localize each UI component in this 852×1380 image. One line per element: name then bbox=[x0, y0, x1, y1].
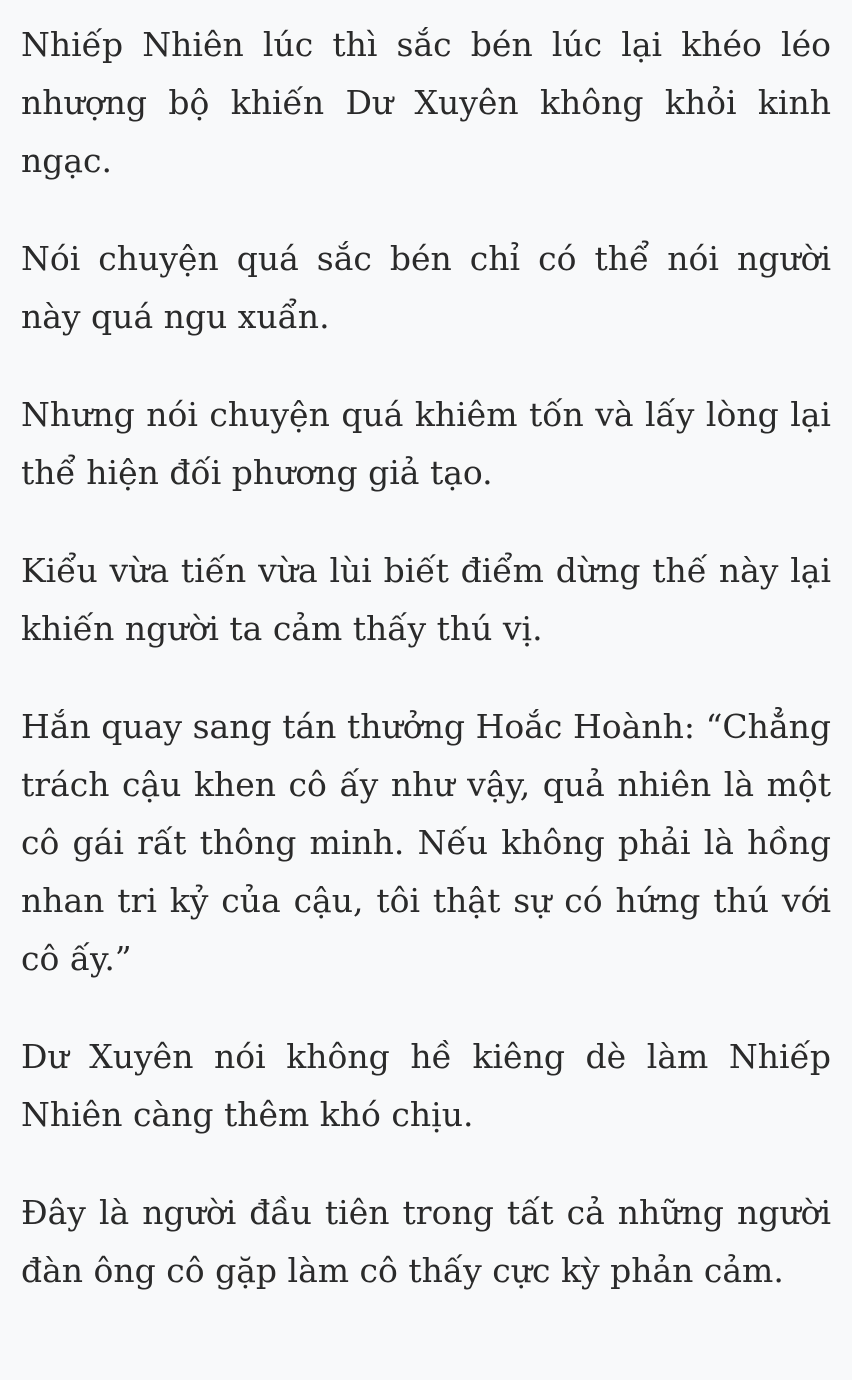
paragraph: Đây là người đầu tiên trong tất cả những người đàn ông cô gặp làm cô thấy cực kỳ phản cảm. bbox=[21, 1193, 831, 1290]
paragraph: Nhiếp Nhiên lúc thì sắc bén lúc lại khéo léo nhượng bộ khiến Dư Xuyên không khỏi kinh ngạc. bbox=[21, 25, 831, 180]
paragraph: Hắn quay sang tán thưởng Hoắc Hoành: “Chẳng trách cậu khen cô ấy như vậy, quả nhiên là một cô gái rất thông minh. Nếu không phải là hồng nhan tri kỷ của cậu, tôi thật sự có hứng thú với cô ấy.” bbox=[21, 707, 831, 978]
paragraph: Nói chuyện quá sắc bén chỉ có thể nói người này quá ngu xuẩn. bbox=[21, 239, 831, 336]
paragraph: Nhưng nói chuyện quá khiêm tốn và lấy lòng lại thể hiện đối phương giả tạo. bbox=[21, 395, 831, 492]
paragraph: Kiểu vừa tiến vừa lùi biết điểm dừng thế này lại khiến người ta cảm thấy thú vị. bbox=[21, 551, 831, 648]
paragraph: Dư Xuyên nói không hề kiêng dè làm Nhiếp Nhiên càng thêm khó chịu. bbox=[21, 1037, 831, 1134]
reading-content bbox=[21, 16, 831, 1340]
